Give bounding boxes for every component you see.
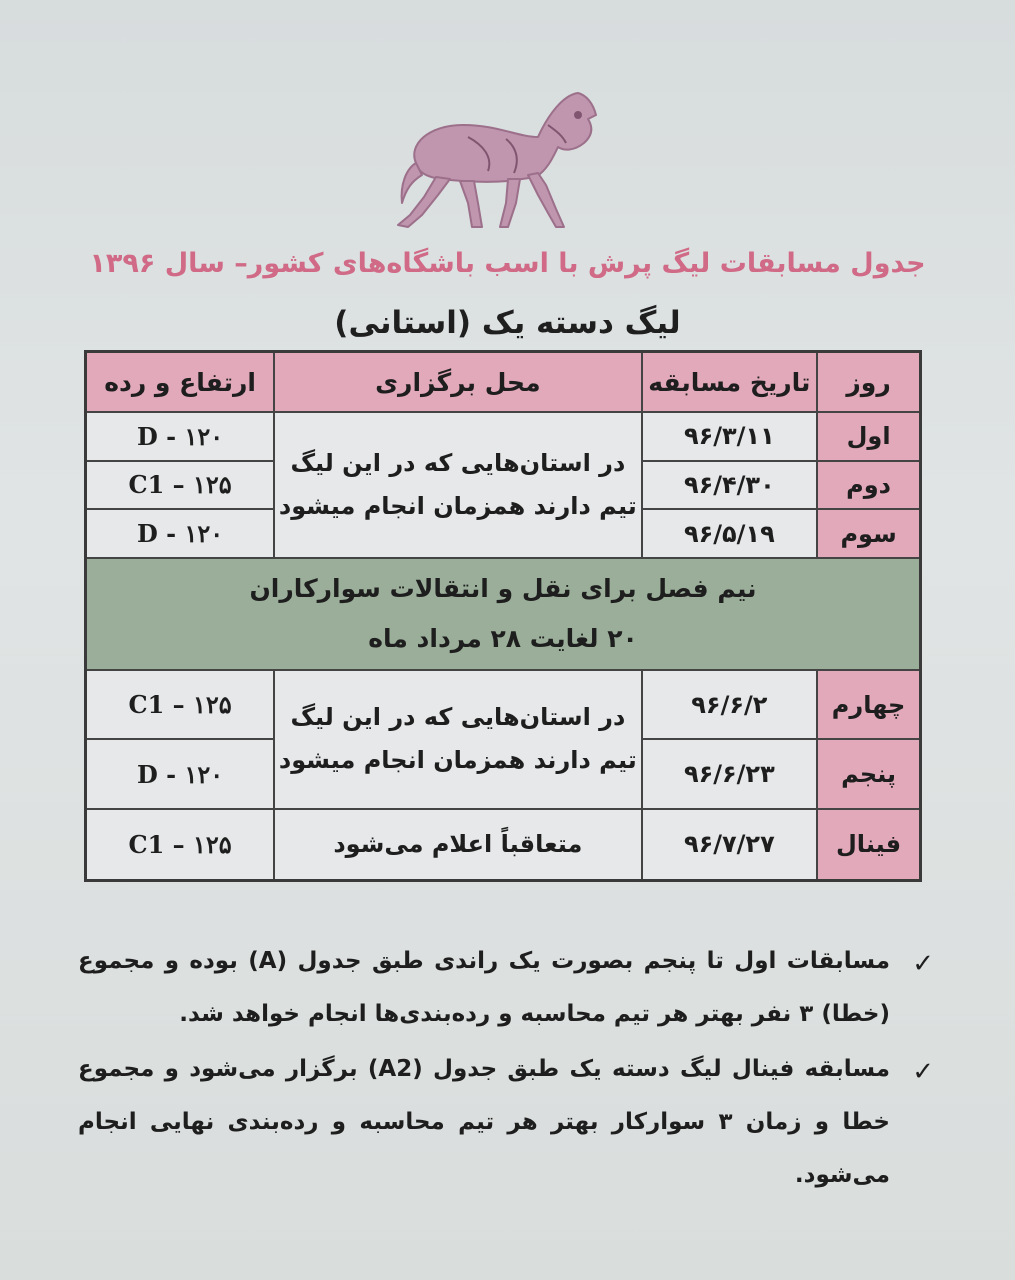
venue-cell [274,670,641,809]
checkmark-icon: ✓ [912,949,934,979]
date-cell: ۹۶/۶/۲ [642,670,818,739]
note-item [78,1043,938,1202]
table-row [86,670,921,739]
table-row [86,412,921,461]
day-cell: پنجم [817,739,920,808]
league-subtitle: لیگ دسته یک (استانی) [334,305,681,341]
checkmark-icon: ✓ [912,1056,934,1087]
horse-logo-icon [388,85,603,235]
header-date: تاریخ مسابقه [642,352,818,413]
date-cell: ۹۶/۷/۲۷ [642,809,818,881]
date-cell: ۹۶/۵/۱۹ [642,509,818,558]
date-cell: ۹۶/۳/۱۱ [642,412,818,461]
break-line: نیم فصل برای نقل و انتقالات سوارکاران [249,573,757,603]
midseason-break-cell [86,558,921,670]
day-cell: دوم [817,461,920,510]
table-row [86,809,921,881]
document-title: جدول مسابقات لیگ پرش با اسب باشگاه‌های کشور– سال ۱۳۹۶ [89,248,926,279]
header-height: ارتفاع و رده [86,352,275,413]
header-day: روز [817,352,920,413]
venue-line: تیم دارند همزمان انجام میشود [278,491,637,520]
break-line: ۲۰ لغایت ۲۸ مرداد ماه [368,623,638,653]
day-cell: چهارم [817,670,920,739]
note-text: مسابقه فینال لیگ دسته یک طبق جدول (A2) برگزار می‌شود و مجموع خطا و زمان ۳ سوارکار بهتر هر تیم محاسبه و رده‌بندی نهایی انجام می‌شود. [78,1055,891,1188]
venue-line: تیم دارند همزمان انجام میشود [278,746,637,775]
table-header-row [86,352,921,413]
day-cell: سوم [817,509,920,558]
header-venue: محل برگزاری [274,352,641,413]
day-cell: فینال [817,809,920,881]
height-class-cell: D - ۱۲۰ [86,509,275,558]
date-cell: ۹۶/۶/۲۳ [642,739,818,808]
venue-cell: متعاقباً اعلام می‌شود [274,809,641,881]
venue-cell [274,412,641,558]
height-class-cell: D - ۱۲۰ [86,739,275,808]
venue-line: در استان‌هایی که در این لیگ [290,703,626,732]
date-cell: ۹۶/۴/۳۰ [642,461,818,510]
height-class-cell: C1 – ۱۲۵ [86,461,275,510]
notes-section [78,935,938,1203]
height-class-cell: C1 – ۱۲۵ [86,809,275,881]
note-item [78,935,938,1041]
schedule-table [84,350,922,882]
venue-line: در استان‌هایی که در این لیگ [290,448,626,477]
height-class-cell: C1 – ۱۲۵ [86,670,275,739]
height-class-cell: D - ۱۲۰ [86,412,275,461]
midseason-break-row [86,558,921,670]
note-text: مسابقات اول تا پنجم بصورت یک راندی طبق جدول (A) بوده و مجموع (خطا) ۳ نفر بهتر هر تیم محاسبه و رده‌بندی‌ها انجام خواهد شد. [78,948,890,1027]
day-cell: اول [817,412,920,461]
